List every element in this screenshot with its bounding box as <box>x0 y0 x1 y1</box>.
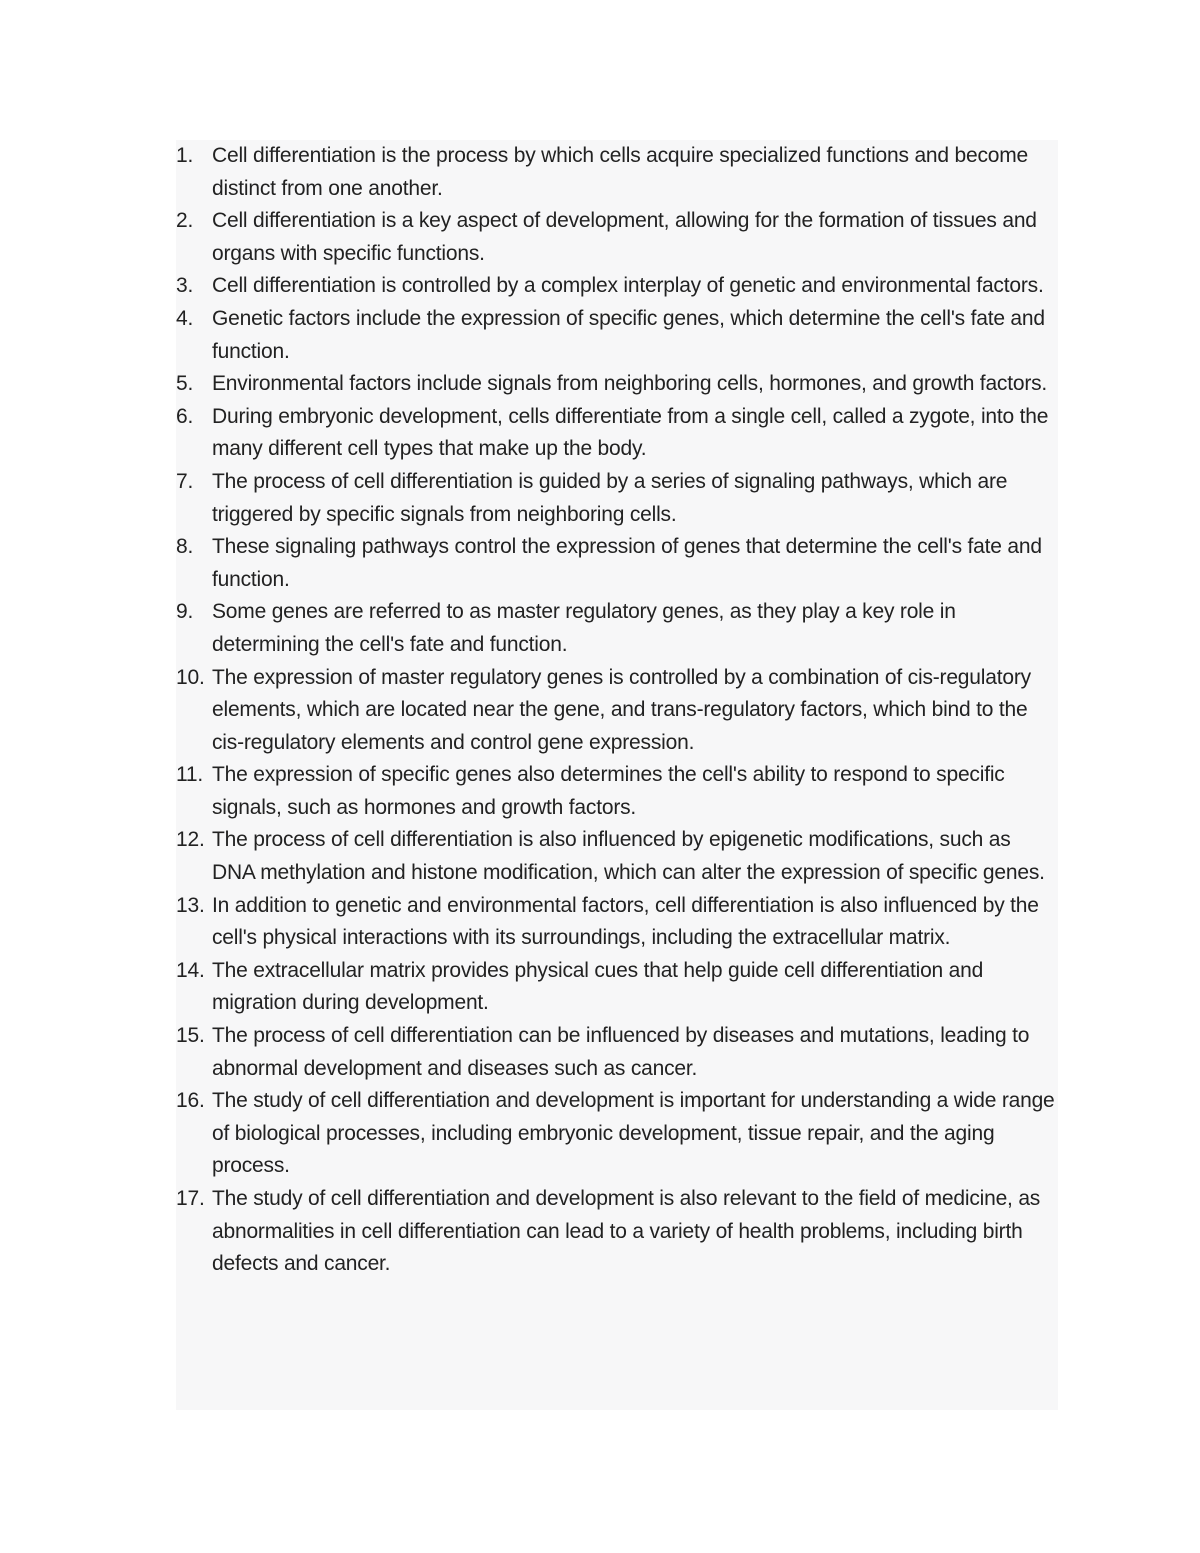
list-item-number: 2. <box>176 209 194 233</box>
list-item <box>176 466 1058 531</box>
list-item <box>176 1020 1058 1085</box>
list-item-number: 11. <box>176 763 204 787</box>
list-item <box>176 531 1058 596</box>
list-item-text: Cell differentiation is controlled by a complex interplay of genetic and environmental factors. <box>212 274 1044 298</box>
list-item-text: The process of cell differentiation is guided by a series of signaling pathways, which are triggered by specific signals from neighboring cells. <box>212 469 1008 526</box>
list-item-number: 15. <box>176 1024 205 1048</box>
list-item-text: The extracellular matrix provides physical cues that help guide cell differentiation and migration during development. <box>212 958 984 1015</box>
numbered-list <box>176 140 1058 1281</box>
list-item-number: 14. <box>176 958 205 982</box>
list-item-number: 1. <box>176 144 194 167</box>
list-item-text: In addition to genetic and environmental factors, cell differentiation is also influenced by the cell's physical interactions with its surroundings, including the extracellular matrix. <box>212 893 1039 950</box>
list-item-number: 6. <box>176 404 194 428</box>
list-item <box>176 824 1058 889</box>
list-item <box>176 368 1058 401</box>
list-item-text: The study of cell differentiation and development is also relevant to the field of medicine, as abnormalities in cell differentiation can lead to a variety of health problems, including birth defects and cancer. <box>212 1187 1041 1276</box>
list-item-text: The expression of specific genes also determines the cell's ability to respond to specific signals, such as hormones and growth factors. <box>212 763 1005 819</box>
list-item-text: These signaling pathways control the expression of genes that determine the cell's fate and function. <box>212 535 1042 591</box>
list-item <box>176 140 1058 205</box>
list-item-text: The expression of master regulatory genes is controlled by a combination of cis-regulatory elements, which are located near the gene, and trans-regulatory factors, which bind to the cis-regulatory elements and control gene expression. <box>212 665 1031 754</box>
list-item-number: 4. <box>176 306 194 330</box>
text-block <box>176 140 1058 1410</box>
list-item-text: Environmental factors include signals from neighboring cells, hormones, and growth factors. <box>212 372 1048 396</box>
list-item <box>176 1183 1058 1281</box>
list-item-number: 7. <box>176 469 194 493</box>
list-item-text: Cell differentiation is the process by which cells acquire specialized functions and become distinct from one another. <box>212 144 1029 200</box>
list-item-number: 3. <box>176 274 194 298</box>
list-item <box>176 205 1058 270</box>
list-item-text: The process of cell differentiation is also influenced by epigenetic modifications, such as DNA methylation and histone modification, which can alter the expression of specific genes. <box>212 828 1045 885</box>
list-item-number: 13. <box>176 893 205 917</box>
list-item <box>176 890 1058 955</box>
list-item-number: 17. <box>176 1187 205 1210</box>
list-item-number: 10. <box>176 665 205 689</box>
list-item <box>176 662 1058 760</box>
list-item-text: The study of cell differentiation and development is important for understanding a wide range of biological processes, including embryonic development, tissue repair, and the aging process. <box>212 1089 1055 1178</box>
list-item <box>176 759 1058 824</box>
list-item <box>176 596 1058 661</box>
list-item <box>176 955 1058 1020</box>
list-item-text: Genetic factors include the expression of specific genes, which determine the cell's fate and function. <box>212 306 1045 363</box>
list-item-text: Cell differentiation is a key aspect of development, allowing for the formation of tissues and organs with specific functions. <box>212 209 1037 265</box>
list-item-number: 12. <box>176 828 205 852</box>
list-item-text: The process of cell differentiation can be influenced by diseases and mutations, leading to abnormal development and diseases such as cancer. <box>212 1024 1030 1080</box>
list-item-number: 8. <box>176 535 194 559</box>
list-item-text: Some genes are referred to as master regulatory genes, as they play a key role in determining the cell's fate and function. <box>212 600 956 656</box>
list-item <box>176 1085 1058 1183</box>
list-item-text: During embryonic development, cells differentiate from a single cell, called a zygote, into the many different cell types that make up the body. <box>212 404 1049 461</box>
list-item-number: 5. <box>176 372 194 396</box>
list-item <box>176 270 1058 303</box>
list-item <box>176 303 1058 368</box>
list-item <box>176 401 1058 466</box>
list-item-number: 16. <box>176 1089 205 1113</box>
list-item-number: 9. <box>176 600 194 624</box>
